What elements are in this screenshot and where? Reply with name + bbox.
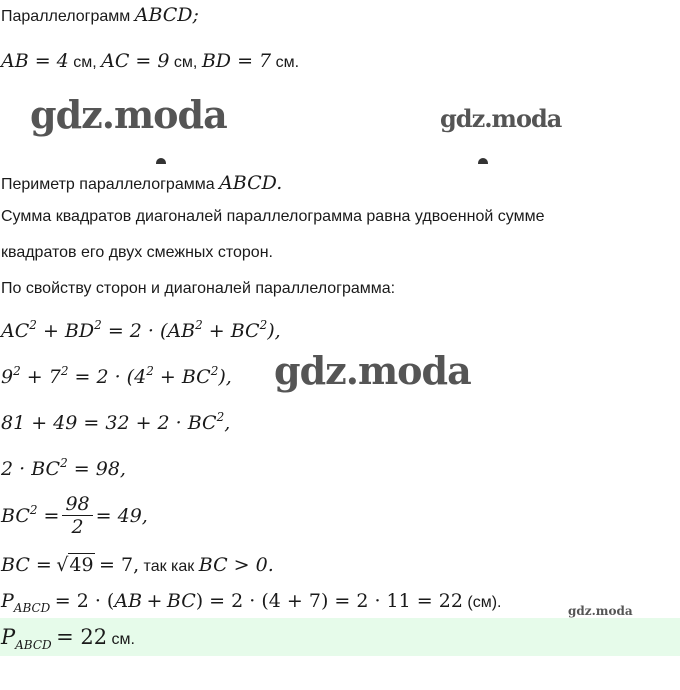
given-bd: BD = 7	[201, 50, 272, 72]
step-4: $2 \cdot BC^2 = 98$,	[1, 456, 126, 480]
theory-line-1: Сумма квадратов диагоналей параллелограмма равна удвоенной сумме	[1, 208, 545, 225]
step-6-text: так как	[139, 558, 199, 575]
step-2: $9^2 + 7^2 = 2 \cdot (4^2 + BC^2)$,	[1, 364, 232, 388]
step-5-numerator: 98	[62, 494, 92, 516]
given-values-line	[1, 50, 299, 72]
watermark-small: gdz.moda	[568, 604, 633, 618]
given-bd-unit: см.	[271, 54, 300, 71]
watermark-large: gdz.moda	[30, 92, 227, 137]
step-6-radicand: 49	[69, 554, 94, 576]
sqrt-sign: √49	[56, 554, 94, 576]
step-5-fraction	[62, 494, 92, 537]
task-line	[1, 172, 282, 194]
watermark-medium: gdz.moda	[440, 104, 562, 133]
step-6-rhs: = 7,	[99, 554, 140, 576]
task-prefix: Периметр параллелограмма	[1, 176, 220, 193]
given-figure-word: Параллелограмм	[1, 8, 131, 25]
given-ab-unit: см,	[68, 54, 102, 71]
given-figure-name: ABCD;	[134, 4, 199, 26]
given-ac-unit: см,	[169, 54, 202, 71]
step-5	[1, 494, 148, 537]
step-5-rhs: = 49,	[95, 504, 148, 527]
given-figure-line	[1, 4, 199, 26]
cut-glyph-left	[156, 158, 168, 164]
step-1: $AC^2 + BD^2 = 2 \cdot (AB^2 + BC^2)$,	[1, 318, 281, 342]
answer-unit: см.	[107, 631, 135, 648]
step-6-lhs: BC =	[1, 554, 52, 576]
step-6	[1, 554, 274, 576]
theory-line-3: По свойству сторон и диагоналей параллелограмма:	[1, 280, 396, 297]
theory-line-2: квадратов его двух смежных сторон.	[1, 244, 273, 261]
step-6-condition: BC > 0.	[198, 554, 274, 576]
watermark-center: gdz.moda	[274, 348, 471, 393]
cut-glyph-right	[478, 158, 490, 164]
step-3: $81 + 49 = 32 + 2 \cdot BC^2$,	[1, 410, 231, 434]
step-5-lhs: $BC^2$ =	[1, 502, 60, 527]
given-ac: AC = 9	[101, 50, 170, 72]
step-5-denominator: 2	[71, 516, 84, 538]
step-7: $P_{ABCD} = 2 \cdot (AB + BC) = 2 \cdot (4 + 7) = 2 \cdot 11 = 22$ (см).	[1, 590, 502, 615]
task-name: ABCD.	[219, 172, 283, 194]
given-ab: AB = 4	[1, 50, 69, 72]
step-7-unit: (см).	[462, 594, 502, 611]
answer-line: $P_{ABCD} = 22$ см.	[1, 625, 135, 652]
